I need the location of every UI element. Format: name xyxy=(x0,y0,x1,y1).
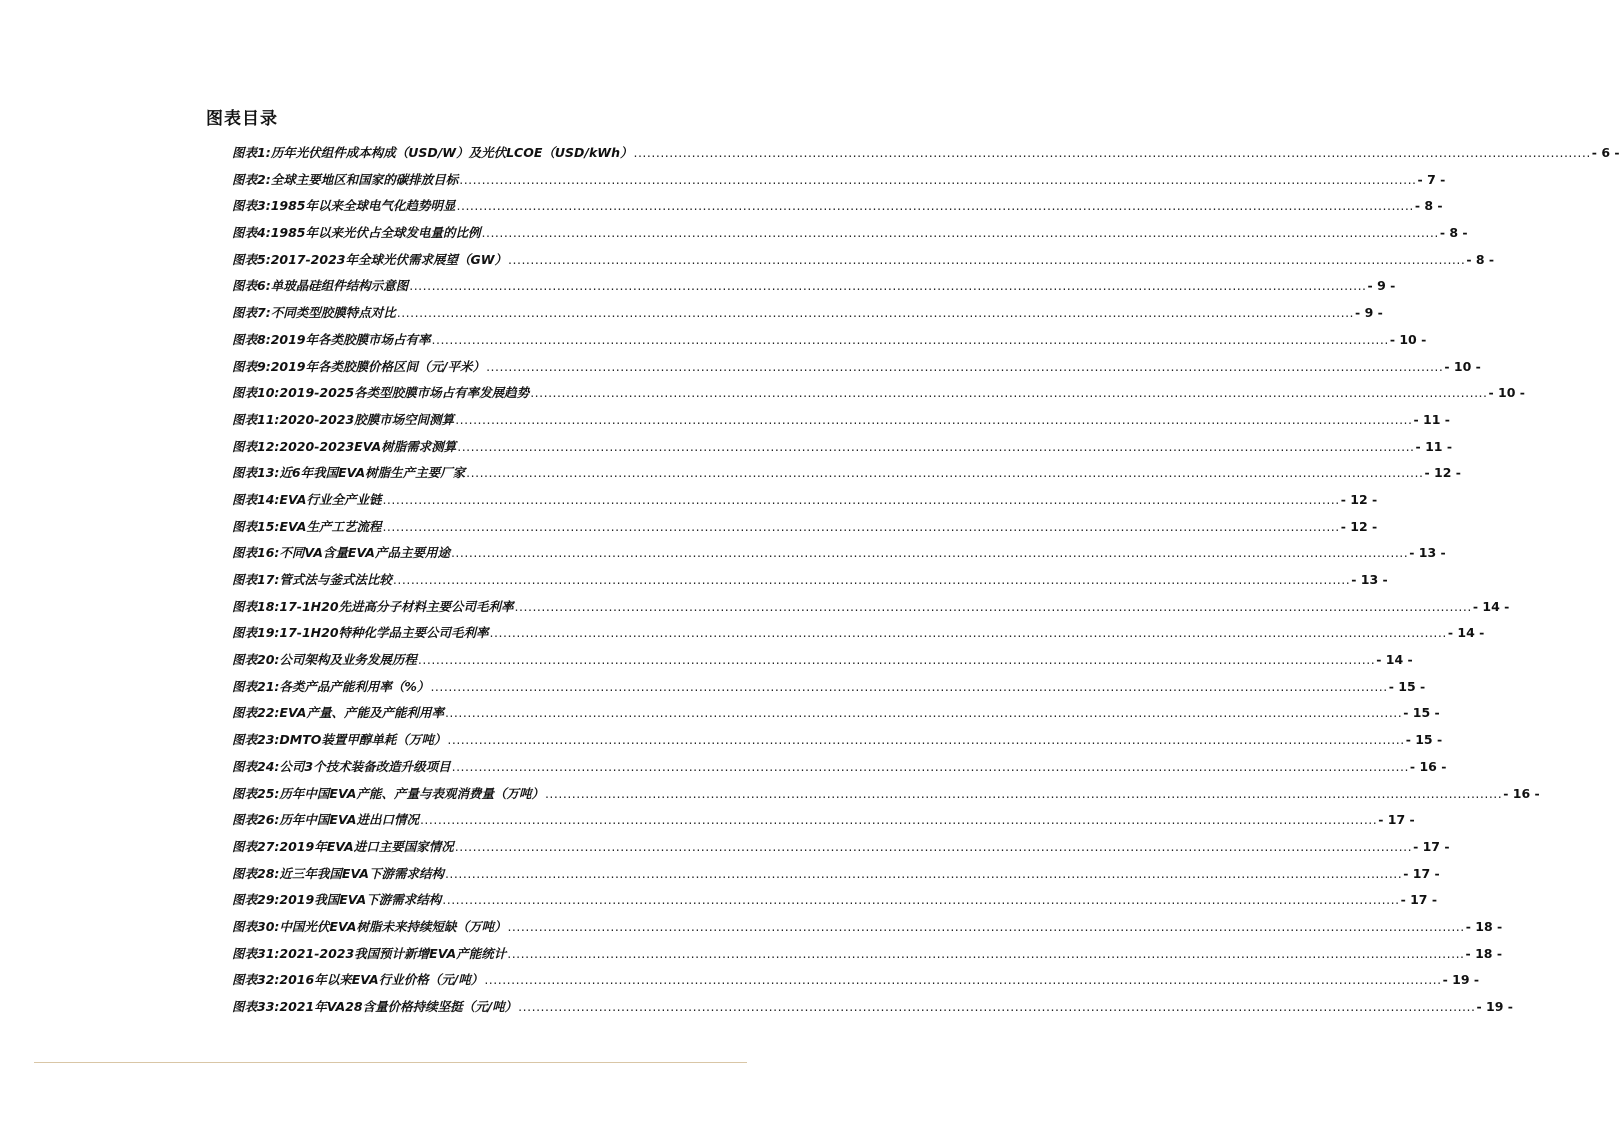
toc-entry[interactable] xyxy=(232,837,1450,864)
page-number: - 14 - xyxy=(1472,598,1510,614)
figure-label: 图表17: xyxy=(232,572,280,587)
toc-entry[interactable] xyxy=(232,997,1513,1024)
page-number: - 8 - xyxy=(1439,225,1468,241)
figure-title: 中国光伏EVA树脂未来持续短缺（万吨） xyxy=(279,918,507,934)
figure-title: 2019年各类胶膜市场占有率 xyxy=(270,331,431,347)
dot-leader xyxy=(382,519,1339,534)
toc-entry[interactable] xyxy=(232,357,1481,384)
toc-entry[interactable] xyxy=(232,623,1485,650)
page-number: - 15 - xyxy=(1405,732,1443,748)
figure-label: 图表33: xyxy=(232,999,280,1014)
page-number: - 13 - xyxy=(1409,545,1446,561)
toc-entry[interactable] xyxy=(232,303,1383,330)
figure-title: 历年光伏组件成本构成（USD/W）及光伏LCOE（USD/kWh） xyxy=(270,145,633,160)
figure-label: 图表15: xyxy=(232,518,280,534)
toc-entry[interactable] xyxy=(232,597,1510,624)
dot-leader xyxy=(457,439,1414,454)
dot-leader xyxy=(545,786,1502,801)
table-of-figures xyxy=(232,143,1620,1024)
toc-entry[interactable] xyxy=(232,890,1438,917)
dot-leader xyxy=(457,198,1414,213)
dot-leader xyxy=(486,359,1443,374)
toc-entry[interactable] xyxy=(232,223,1468,250)
figure-title: 单玻晶硅组件结构示意图 xyxy=(270,278,409,294)
dot-leader xyxy=(397,305,1354,320)
dot-leader xyxy=(432,332,1389,347)
page-number: - 12 - xyxy=(1340,518,1378,534)
figure-title: 17-1H20先进高分子材料主要公司毛利率 xyxy=(279,598,514,614)
page-number: - 17 - xyxy=(1413,838,1450,854)
page-number: - 6 - xyxy=(1591,145,1620,160)
figure-label: 图表27: xyxy=(232,838,280,854)
figure-title: 近三年我国EVA下游需求结构 xyxy=(279,865,444,881)
page-number: - 18 - xyxy=(1465,918,1503,934)
figure-label: 图表8: xyxy=(232,331,271,347)
figure-label: 图表14: xyxy=(232,491,280,507)
dot-leader xyxy=(507,946,1464,961)
dot-leader xyxy=(445,705,1402,720)
dot-leader xyxy=(455,839,1412,854)
dot-leader xyxy=(484,972,1441,987)
figure-title: 2021-2023我国预计新增EVA产能统计 xyxy=(279,945,507,961)
page-number: - 16 - xyxy=(1503,785,1540,801)
figure-title: 1985年以来光伏占全球发电量的比例 xyxy=(270,225,481,241)
toc-entry[interactable] xyxy=(232,437,1453,464)
dot-leader xyxy=(452,759,1409,774)
toc-entry[interactable] xyxy=(232,410,1450,437)
figure-title: 2019年各类胶膜价格区间（元/平米） xyxy=(270,358,486,374)
figure-label: 图表21: xyxy=(232,678,280,694)
toc-entry[interactable] xyxy=(232,250,1495,277)
figure-label: 图表26: xyxy=(232,812,280,828)
dot-leader xyxy=(409,278,1366,293)
page-number: - 17 - xyxy=(1403,865,1440,881)
toc-entry[interactable] xyxy=(232,703,1440,730)
figure-label: 图表7: xyxy=(232,305,271,321)
figure-label: 图表24: xyxy=(232,758,280,774)
figure-title: 2019年EVA进口主要国家情况 xyxy=(279,838,454,854)
figure-title: 各类产品产能利用率（%） xyxy=(279,678,430,694)
figure-title: 2016年以来EVA行业价格（元/吨） xyxy=(279,972,484,988)
figure-label: 图表16: xyxy=(232,545,280,561)
figure-title: 不同类型胶膜特点对比 xyxy=(270,305,396,321)
figure-label: 图表13: xyxy=(232,465,280,481)
toc-entry[interactable] xyxy=(232,970,1480,997)
dot-leader xyxy=(455,412,1412,427)
figure-label: 图表6: xyxy=(232,278,271,294)
figure-label: 图表11: xyxy=(232,411,280,427)
dot-leader xyxy=(445,866,1402,881)
figure-label: 图表29: xyxy=(232,892,280,908)
toc-entry[interactable] xyxy=(232,730,1443,757)
page-number: - 8 - xyxy=(1466,251,1495,267)
toc-entry[interactable] xyxy=(232,864,1440,891)
dot-leader xyxy=(518,999,1475,1014)
figure-label: 图表9: xyxy=(232,358,271,374)
page-number: - 9 - xyxy=(1355,305,1383,321)
figure-title: 2019我国EVA下游需求结构 xyxy=(279,892,442,908)
toc-entry[interactable] xyxy=(232,543,1446,570)
page-number: - 8 - xyxy=(1414,198,1443,214)
figure-label: 图表12: xyxy=(232,438,280,454)
figure-title: 不同VA含量EVA产品主要用途 xyxy=(279,545,450,561)
dot-leader xyxy=(530,385,1487,400)
dot-leader xyxy=(515,599,1472,614)
figure-label: 图表18: xyxy=(232,598,280,614)
figure-title: 2020-2023EVA树脂需求测算 xyxy=(279,438,457,454)
figure-title: 历年中国EVA进出口情况 xyxy=(279,812,419,828)
page-number: - 17 - xyxy=(1400,892,1438,908)
toc-entry[interactable] xyxy=(232,463,1461,490)
figure-title: 公司3个技术装备改造升级项目 xyxy=(279,758,451,774)
page-number: - 11 - xyxy=(1415,438,1453,454)
page-number: - 15 - xyxy=(1388,678,1426,694)
toc-entry[interactable] xyxy=(232,143,1620,170)
page-number: - 18 - xyxy=(1465,945,1503,961)
figure-label: 图表32: xyxy=(232,972,280,988)
toc-entry[interactable] xyxy=(232,196,1443,223)
figure-title: 公司架构及业务发展历程 xyxy=(279,652,417,668)
figure-label: 图表19: xyxy=(232,625,280,641)
figure-title: 2017-2023年全球光伏需求展望（GW） xyxy=(270,251,508,267)
figure-label: 图表2: xyxy=(232,171,271,187)
toc-entry[interactable] xyxy=(232,784,1540,811)
figure-title: 2020-2023胶膜市场空间测算 xyxy=(279,411,455,427)
dot-leader xyxy=(451,545,1408,560)
figure-label: 图表31: xyxy=(232,945,280,961)
dot-leader xyxy=(490,625,1447,640)
page-number: - 16 - xyxy=(1409,758,1447,774)
toc-entry[interactable] xyxy=(232,944,1503,971)
dot-leader xyxy=(482,225,1439,240)
figure-label: 图表25: xyxy=(232,785,280,801)
toc-entry[interactable] xyxy=(232,276,1396,303)
figure-label: 图表23: xyxy=(232,732,280,748)
figure-title: 17-1H20特种化学品主要公司毛利率 xyxy=(279,625,489,641)
toc-entry[interactable] xyxy=(232,517,1378,544)
figure-title: 近6年我国EVA树脂生产主要厂家 xyxy=(279,465,466,481)
figure-label: 图表5: xyxy=(232,251,271,267)
figure-label: 图表28: xyxy=(232,865,280,881)
dot-leader xyxy=(430,679,1387,694)
dot-leader xyxy=(633,145,1590,160)
figure-title: DMTO装置甲醇单耗（万吨） xyxy=(279,732,447,748)
page-number: - 14 - xyxy=(1376,652,1413,668)
page-number: - 10 - xyxy=(1389,331,1427,347)
page-number: - 14 - xyxy=(1447,625,1485,641)
figure-title: EVA行业全产业链 xyxy=(279,491,382,507)
toc-entry[interactable] xyxy=(232,570,1388,597)
toc-entry[interactable] xyxy=(232,650,1413,677)
page-number: - 12 - xyxy=(1340,491,1378,507)
page-number: - 15 - xyxy=(1403,705,1440,721)
footer-divider xyxy=(34,1062,747,1063)
page-number: - 10 - xyxy=(1444,358,1481,374)
dot-leader xyxy=(447,732,1404,747)
page-number: - 19 - xyxy=(1476,999,1513,1014)
figure-label: 图表4: xyxy=(232,225,271,241)
figure-title: EVA产量、产能及产能利用率 xyxy=(279,705,444,721)
toc-entry[interactable] xyxy=(232,383,1525,410)
dot-leader xyxy=(420,812,1377,827)
page-number: - 7 - xyxy=(1417,171,1446,187)
dot-leader xyxy=(393,572,1350,587)
figure-title: 管式法与釜式法比较 xyxy=(279,572,392,587)
toc-entry[interactable] xyxy=(232,490,1378,517)
dot-leader xyxy=(418,652,1375,667)
toc-entry[interactable] xyxy=(232,330,1427,357)
page-number: - 13 - xyxy=(1351,572,1388,587)
dot-leader xyxy=(442,892,1399,907)
figure-label: 图表10: xyxy=(232,385,280,401)
figure-label: 图表20: xyxy=(232,652,280,668)
dot-leader xyxy=(508,252,1465,267)
figure-label: 图表30: xyxy=(232,918,280,934)
page-number: - 10 - xyxy=(1488,385,1525,401)
page-number: - 17 - xyxy=(1378,812,1415,828)
toc-entry[interactable] xyxy=(232,810,1415,837)
toc-entry[interactable] xyxy=(232,677,1426,704)
figure-title: 全球主要地区和国家的碳排放目标 xyxy=(270,171,459,187)
figure-label: 图表22: xyxy=(232,705,280,721)
toc-entry[interactable] xyxy=(232,757,1447,784)
page-number: - 19 - xyxy=(1442,972,1480,988)
figure-title: 2019-2025各类型胶膜市场占有率发展趋势 xyxy=(279,385,530,401)
figure-title: 历年中国EVA产能、产量与表观消费量（万吨） xyxy=(279,785,544,801)
dot-leader xyxy=(507,919,1464,934)
figure-title: 2021年VA28含量价格持续坚挺（元/吨） xyxy=(279,999,518,1014)
figure-label: 图表1: xyxy=(232,145,271,160)
dot-leader xyxy=(466,465,1423,480)
dot-leader xyxy=(382,492,1339,507)
figure-title: EVA生产工艺流程 xyxy=(279,518,382,534)
figure-title: 1985年以来全球电气化趋势明显 xyxy=(270,198,456,214)
toc-heading: 图表目录 xyxy=(206,109,278,129)
page-number: - 9 - xyxy=(1367,278,1396,294)
figure-label: 图表3: xyxy=(232,198,271,214)
dot-leader xyxy=(459,172,1416,187)
page-number: - 12 - xyxy=(1424,465,1461,481)
page-number: - 11 - xyxy=(1413,411,1450,427)
toc-entry[interactable] xyxy=(232,917,1503,944)
toc-entry[interactable] xyxy=(232,170,1446,197)
